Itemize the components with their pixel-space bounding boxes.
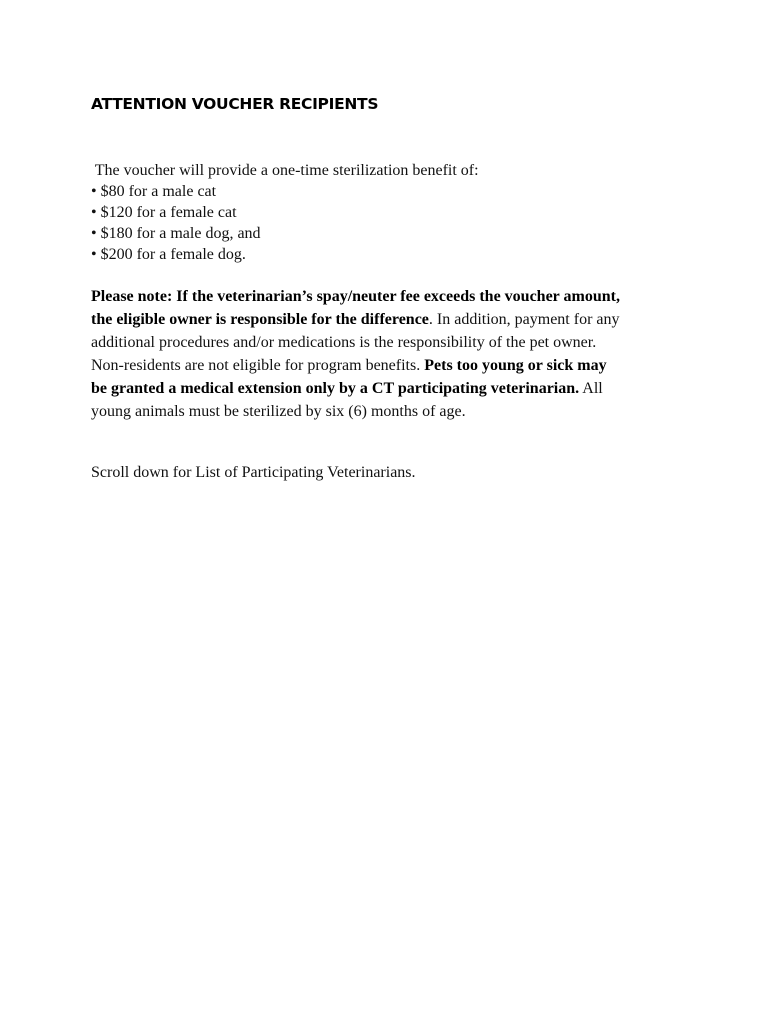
page-title: ATTENTION VOUCHER RECIPIENTS xyxy=(91,95,379,113)
benefit-list xyxy=(91,181,261,265)
intro-text: The voucher will provide a one-time sterilization benefit of: xyxy=(91,162,479,179)
notice-text: Non-residents are not eligible for program benefits. xyxy=(91,357,425,374)
notice-bold-text: the eligible owner is responsible for the difference xyxy=(91,311,429,328)
scroll-note: Scroll down for List of Participating Veterinarians. xyxy=(91,464,416,481)
benefit-item-female-cat: • $120 for a female cat xyxy=(91,204,237,221)
notice-line xyxy=(91,308,691,331)
benefit-item-male-dog: • $180 for a male dog, and xyxy=(91,225,261,242)
notice-text: All xyxy=(579,380,603,397)
benefit-item-male-cat: • $80 for a male cat xyxy=(91,183,217,200)
notice-line: additional procedures and/or medications is the responsibility of the pet owner. xyxy=(91,334,597,351)
notice-bold-text: Pets too young or sick may xyxy=(424,357,607,374)
notice-bold-text: Please note: If the veterinarian’s spay/neuter fee exceeds the voucher amount, xyxy=(91,288,620,305)
notice-line xyxy=(91,285,691,308)
benefit-item-female-dog: • $200 for a female dog. xyxy=(91,246,246,263)
notice-paragraph xyxy=(91,285,691,423)
notice-bold-text: be granted a medical extension only by a CT participating veterinarian. xyxy=(91,380,580,397)
notice-text: . In addition, payment for any xyxy=(428,311,620,328)
notice-line xyxy=(91,354,691,377)
notice-line: young animals must be sterilized by six (6) months of age. xyxy=(91,403,466,420)
notice-line xyxy=(91,377,691,400)
